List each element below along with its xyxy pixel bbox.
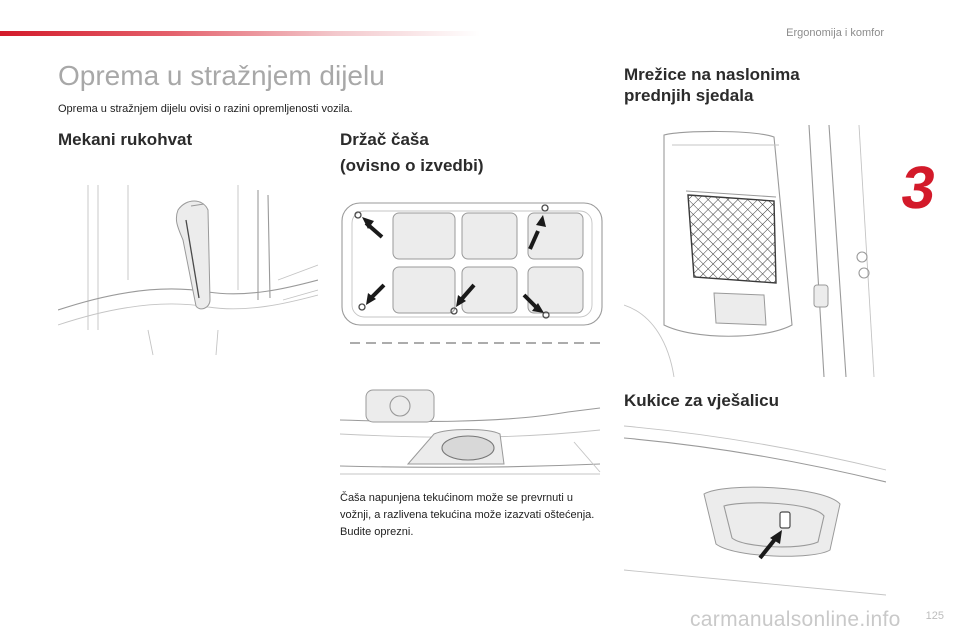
watermark-text: carmanualsonline.info [690, 608, 901, 631]
page-number: 125 [925, 610, 944, 622]
header-accent-bar [0, 31, 480, 36]
intro-text: Oprema u stražnjem dijelu ovisi o razini opremljenosti vozila. [58, 103, 353, 115]
hanger-hook-illustration [624, 420, 886, 600]
cup-holder-warning: Čaša napunjena tekućinom može se prevrnuti u vožnji, a razlivena tekućina može izazvati oštećenja. Budite oprezni. [340, 492, 595, 538]
soft-handle-illustration [58, 180, 318, 360]
chapter-title: Ergonomija i komfor [786, 27, 884, 39]
chapter-number: 3 [897, 154, 941, 221]
vehicle-top-view-illustration [338, 195, 608, 355]
cup-holder-title-line2: (ovisno o izvedbi) [340, 156, 484, 175]
seat-nets-title-line1: Mrežice na naslonima [624, 65, 800, 84]
seat-net-illustration [624, 125, 886, 377]
seat-nets-title-line2: prednjih sjedala [624, 86, 754, 105]
page-title: Oprema u stražnjem dijelu [58, 60, 385, 91]
cup-holder-title [340, 127, 484, 179]
cup-holder-detail-illustration [338, 382, 604, 482]
cup-holder-title-line1: Držač čaša [340, 130, 429, 149]
soft-handle-title: Mekani rukohvat [58, 130, 193, 149]
hanger-hooks-title: Kukice za vješalicu [624, 391, 779, 410]
seat-nets-title [624, 64, 800, 106]
